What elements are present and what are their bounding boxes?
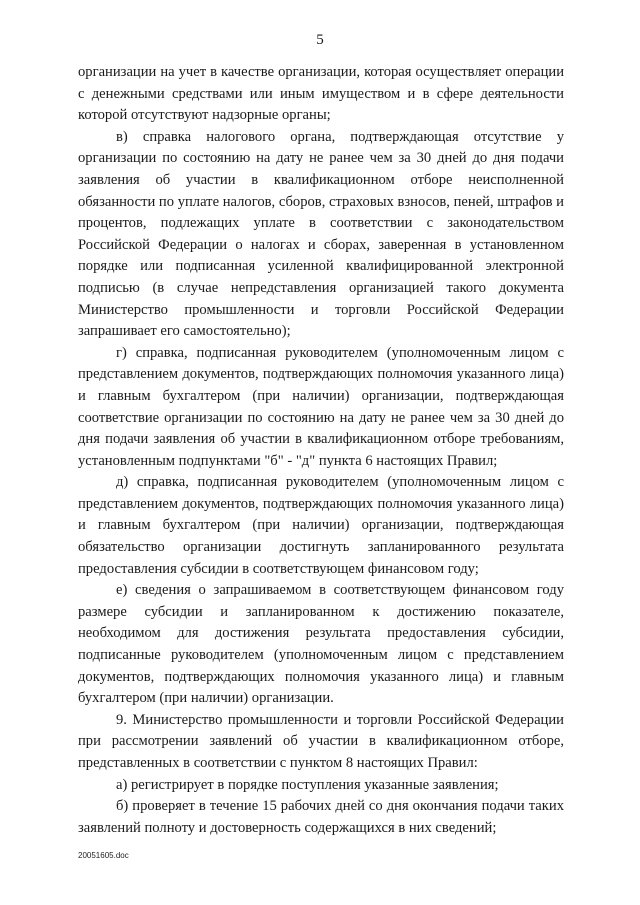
paragraph-item-a: а) регистрирует в порядке поступления указанные заявления; <box>116 776 499 793</box>
page-number: 5 <box>316 32 324 48</box>
paragraph-item-d: д) справка, подписанная руководителем (уполномоченным лицом с представлением документов, подтверждающих полномочия указанного лица) и главным бухгалтером (при наличии) организации, подтверждающая обязательство организации достигнуть запланированного результата предоставления субсидии в соответствующем финансовом году; <box>78 474 564 577</box>
footer-file-code: 20051605.doc <box>78 851 129 860</box>
paragraph-item-v: в) справка налогового органа, подтверждающая отсутствие у организации по состоянию на дату не ранее чем за 30 дней до дня подачи заявления об участии в квалификационном отборе неисполненной обязанности по уплате налогов, сборов, страховых взносов, пеней, штрафов и процентов, подлежащих уплате в соответствии с законодательством Российской Федерации о налогах и сборах, заверенная в установленном порядке или подписанная усиленной квалифицированной электронной подписью (в случае непредставления организацией такого документа Министерство промышленности и торговли Российской Федерации запрашивает его самостоятельно); <box>78 128 564 340</box>
document-body <box>78 62 564 839</box>
paragraph-continuation: организации на учет в качестве организации, которая осуществляет операции с денежными средствами или иным имуществом и в сфере деятельности которой отсутствуют надзорные органы; <box>78 64 564 124</box>
paragraph-item-g: г) справка, подписанная руководителем (уполномоченным лицом с представлением документов, подтверждающих полномочия указанного лица) и главным бухгалтером (при наличии) организации, подтверждающая соответствие организации по состоянию на дату не ранее чем за 30 дней до дня подачи заявления об участии в квалификационном отборе требованиям, установленным подпунктами "б" - "д" пункта 6 настоящих Правил; <box>78 344 564 469</box>
paragraph-item-e: е) сведения о запрашиваемом в соответствующем финансовом году размере субсидии и запланированном к достижению показателе, необходимом для достижения результата предоставления субсидии, подписанные руководителем (уполномоченным лицом с представлением документов, подтверждающих полномочия указанного лица) и главным бухгалтером (при наличии) организации. <box>78 582 564 707</box>
paragraph-item-b: б) проверяет в течение 15 рабочих дней со дня окончания подачи таких заявлений полноту и достоверность содержащихся в них сведений; <box>78 798 564 836</box>
paragraph-section-9: 9. Министерство промышленности и торговли Российской Федерации при рассмотрении заявлений об участии в квалификационном отборе, представленных в соответствии с пунктом 8 настоящих Правил: <box>78 711 564 771</box>
